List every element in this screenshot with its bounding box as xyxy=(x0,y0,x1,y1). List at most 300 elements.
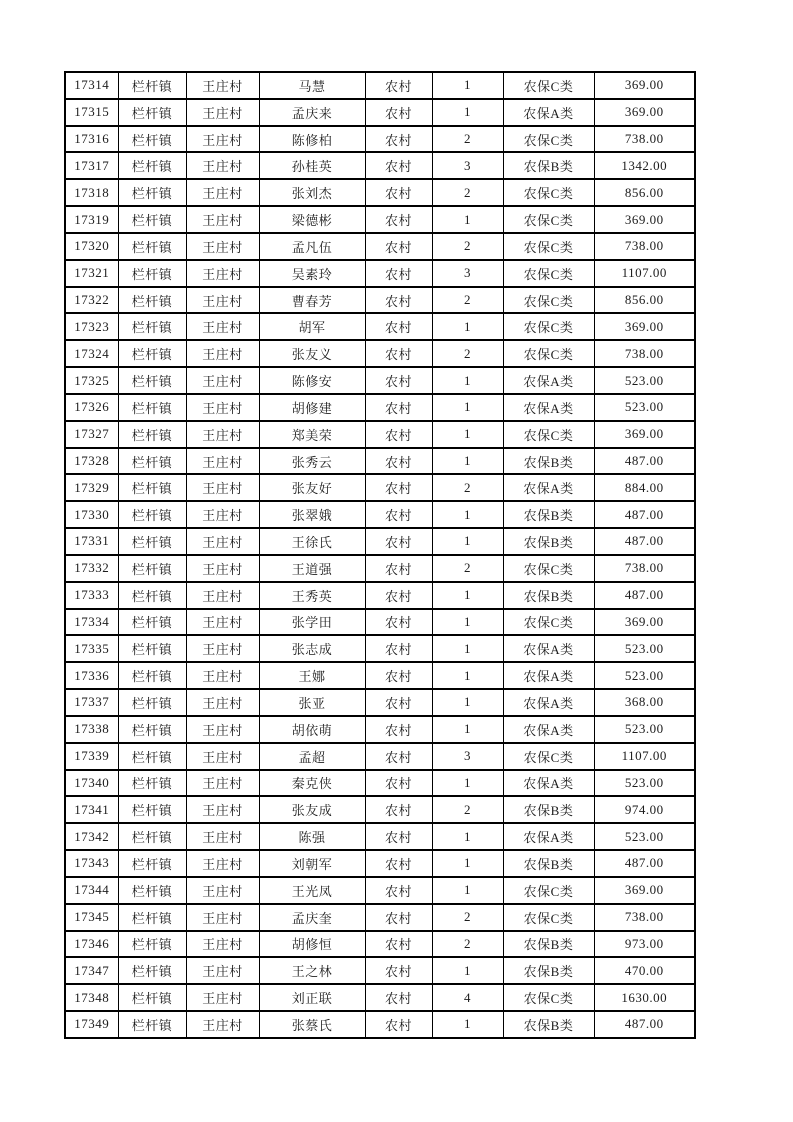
cell-village: 王庄村 xyxy=(186,716,259,743)
cell-village: 王庄村 xyxy=(186,1011,259,1038)
cell-person-name: 孙桂英 xyxy=(259,152,365,179)
cell-town: 栏杆镇 xyxy=(118,662,186,689)
cell-record-id: 17325 xyxy=(65,367,118,394)
cell-insurance-category: 农保A类 xyxy=(503,635,594,662)
cell-town: 栏杆镇 xyxy=(118,850,186,877)
cell-insurance-category: 农保B类 xyxy=(503,501,594,528)
cell-person-name: 张翠娥 xyxy=(259,501,365,528)
cell-town: 栏杆镇 xyxy=(118,796,186,823)
cell-person-name: 胡军 xyxy=(259,313,365,340)
cell-amount: 369.00 xyxy=(594,421,695,448)
cell-village: 王庄村 xyxy=(186,126,259,153)
cell-record-id: 17338 xyxy=(65,716,118,743)
cell-amount: 487.00 xyxy=(594,528,695,555)
cell-residence-type: 农村 xyxy=(365,662,432,689)
cell-insurance-category: 农保A类 xyxy=(503,367,594,394)
cell-amount: 974.00 xyxy=(594,796,695,823)
cell-person-count: 1 xyxy=(432,689,503,716)
cell-amount: 487.00 xyxy=(594,582,695,609)
cell-person-name: 刘正联 xyxy=(259,984,365,1011)
cell-record-id: 17331 xyxy=(65,528,118,555)
cell-insurance-category: 农保C类 xyxy=(503,743,594,770)
cell-record-id: 17333 xyxy=(65,582,118,609)
cell-person-name: 陈修柏 xyxy=(259,126,365,153)
cell-person-name: 曹春芳 xyxy=(259,287,365,314)
cell-person-count: 2 xyxy=(432,555,503,582)
cell-person-count: 1 xyxy=(432,957,503,984)
cell-residence-type: 农村 xyxy=(365,126,432,153)
cell-amount: 470.00 xyxy=(594,957,695,984)
cell-person-count: 4 xyxy=(432,984,503,1011)
cell-residence-type: 农村 xyxy=(365,635,432,662)
cell-residence-type: 农村 xyxy=(365,716,432,743)
cell-amount: 1342.00 xyxy=(594,152,695,179)
cell-residence-type: 农村 xyxy=(365,72,432,99)
cell-village: 王庄村 xyxy=(186,448,259,475)
cell-person-count: 3 xyxy=(432,260,503,287)
cell-record-id: 17315 xyxy=(65,99,118,126)
cell-person-name: 孟庆来 xyxy=(259,99,365,126)
cell-person-count: 1 xyxy=(432,716,503,743)
cell-residence-type: 农村 xyxy=(365,931,432,958)
cell-village: 王庄村 xyxy=(186,904,259,931)
cell-person-count: 3 xyxy=(432,152,503,179)
cell-residence-type: 农村 xyxy=(365,313,432,340)
cell-village: 王庄村 xyxy=(186,528,259,555)
table-row xyxy=(65,313,695,340)
table-row xyxy=(65,179,695,206)
table-row xyxy=(65,501,695,528)
table-row xyxy=(65,877,695,904)
cell-person-name: 张刘杰 xyxy=(259,179,365,206)
table-row xyxy=(65,582,695,609)
cell-record-id: 17348 xyxy=(65,984,118,1011)
cell-person-count: 2 xyxy=(432,931,503,958)
cell-person-name: 胡修恒 xyxy=(259,931,365,958)
table-row xyxy=(65,796,695,823)
cell-amount: 523.00 xyxy=(594,770,695,797)
table-row xyxy=(65,957,695,984)
cell-residence-type: 农村 xyxy=(365,743,432,770)
cell-record-id: 17334 xyxy=(65,609,118,636)
cell-town: 栏杆镇 xyxy=(118,582,186,609)
cell-person-name: 张志成 xyxy=(259,635,365,662)
table-row xyxy=(65,394,695,421)
cell-village: 王庄村 xyxy=(186,984,259,1011)
table-row xyxy=(65,689,695,716)
cell-person-count: 1 xyxy=(432,394,503,421)
cell-insurance-category: 农保C类 xyxy=(503,206,594,233)
cell-person-count: 2 xyxy=(432,126,503,153)
cell-residence-type: 农村 xyxy=(365,582,432,609)
cell-person-name: 张友义 xyxy=(259,340,365,367)
cell-town: 栏杆镇 xyxy=(118,474,186,501)
cell-person-name: 王娜 xyxy=(259,662,365,689)
cell-insurance-category: 农保A类 xyxy=(503,689,594,716)
cell-village: 王庄村 xyxy=(186,850,259,877)
cell-person-count: 1 xyxy=(432,850,503,877)
table-row xyxy=(65,206,695,233)
cell-amount: 368.00 xyxy=(594,689,695,716)
cell-record-id: 17321 xyxy=(65,260,118,287)
cell-person-name: 王之林 xyxy=(259,957,365,984)
cell-town: 栏杆镇 xyxy=(118,743,186,770)
cell-person-name: 郑美荣 xyxy=(259,421,365,448)
cell-residence-type: 农村 xyxy=(365,823,432,850)
cell-record-id: 17322 xyxy=(65,287,118,314)
cell-amount: 369.00 xyxy=(594,609,695,636)
cell-person-count: 1 xyxy=(432,421,503,448)
cell-amount: 884.00 xyxy=(594,474,695,501)
cell-residence-type: 农村 xyxy=(365,367,432,394)
cell-village: 王庄村 xyxy=(186,877,259,904)
cell-person-name: 胡修建 xyxy=(259,394,365,421)
cell-record-id: 17344 xyxy=(65,877,118,904)
cell-amount: 1630.00 xyxy=(594,984,695,1011)
cell-record-id: 17346 xyxy=(65,931,118,958)
cell-village: 王庄村 xyxy=(186,340,259,367)
cell-person-name: 孟庆奎 xyxy=(259,904,365,931)
cell-record-id: 17349 xyxy=(65,1011,118,1038)
cell-person-name: 张蔡氏 xyxy=(259,1011,365,1038)
cell-amount: 369.00 xyxy=(594,99,695,126)
cell-insurance-category: 农保C类 xyxy=(503,877,594,904)
cell-person-count: 2 xyxy=(432,340,503,367)
cell-residence-type: 农村 xyxy=(365,1011,432,1038)
cell-insurance-category: 农保B类 xyxy=(503,1011,594,1038)
cell-person-name: 张亚 xyxy=(259,689,365,716)
cell-village: 王庄村 xyxy=(186,179,259,206)
cell-amount: 738.00 xyxy=(594,555,695,582)
table-row xyxy=(65,528,695,555)
table-row xyxy=(65,555,695,582)
cell-residence-type: 农村 xyxy=(365,340,432,367)
cell-person-name: 张友好 xyxy=(259,474,365,501)
cell-village: 王庄村 xyxy=(186,99,259,126)
cell-record-id: 17343 xyxy=(65,850,118,877)
cell-insurance-category: 农保B类 xyxy=(503,582,594,609)
cell-insurance-category: 农保C类 xyxy=(503,260,594,287)
cell-village: 王庄村 xyxy=(186,501,259,528)
table-body xyxy=(65,72,695,1038)
cell-town: 栏杆镇 xyxy=(118,340,186,367)
cell-record-id: 17317 xyxy=(65,152,118,179)
table-row xyxy=(65,635,695,662)
benefit-roster-table xyxy=(64,71,696,1039)
cell-insurance-category: 农保C类 xyxy=(503,126,594,153)
cell-person-count: 1 xyxy=(432,635,503,662)
cell-amount: 487.00 xyxy=(594,1011,695,1038)
cell-amount: 523.00 xyxy=(594,716,695,743)
table-row xyxy=(65,823,695,850)
cell-amount: 738.00 xyxy=(594,126,695,153)
table-row xyxy=(65,421,695,448)
cell-town: 栏杆镇 xyxy=(118,716,186,743)
cell-person-name: 张友成 xyxy=(259,796,365,823)
cell-residence-type: 农村 xyxy=(365,689,432,716)
cell-town: 栏杆镇 xyxy=(118,99,186,126)
cell-town: 栏杆镇 xyxy=(118,528,186,555)
cell-town: 栏杆镇 xyxy=(118,72,186,99)
cell-village: 王庄村 xyxy=(186,689,259,716)
cell-residence-type: 农村 xyxy=(365,877,432,904)
cell-amount: 523.00 xyxy=(594,367,695,394)
cell-record-id: 17345 xyxy=(65,904,118,931)
cell-village: 王庄村 xyxy=(186,609,259,636)
cell-village: 王庄村 xyxy=(186,770,259,797)
cell-person-name: 刘朝军 xyxy=(259,850,365,877)
cell-town: 栏杆镇 xyxy=(118,823,186,850)
cell-record-id: 17336 xyxy=(65,662,118,689)
cell-person-count: 2 xyxy=(432,904,503,931)
cell-insurance-category: 农保B类 xyxy=(503,850,594,877)
table-row xyxy=(65,287,695,314)
cell-record-id: 17314 xyxy=(65,72,118,99)
cell-record-id: 17328 xyxy=(65,448,118,475)
cell-insurance-category: 农保C类 xyxy=(503,340,594,367)
cell-village: 王庄村 xyxy=(186,287,259,314)
cell-insurance-category: 农保C类 xyxy=(503,421,594,448)
cell-insurance-category: 农保B类 xyxy=(503,957,594,984)
cell-village: 王庄村 xyxy=(186,152,259,179)
cell-person-count: 2 xyxy=(432,474,503,501)
cell-amount: 369.00 xyxy=(594,313,695,340)
cell-insurance-category: 农保C类 xyxy=(503,984,594,1011)
table-row xyxy=(65,99,695,126)
cell-village: 王庄村 xyxy=(186,474,259,501)
cell-insurance-category: 农保B类 xyxy=(503,796,594,823)
cell-record-id: 17332 xyxy=(65,555,118,582)
cell-person-count: 3 xyxy=(432,743,503,770)
cell-town: 栏杆镇 xyxy=(118,609,186,636)
table-row xyxy=(65,260,695,287)
table-row xyxy=(65,984,695,1011)
cell-insurance-category: 农保C类 xyxy=(503,72,594,99)
cell-village: 王庄村 xyxy=(186,635,259,662)
cell-village: 王庄村 xyxy=(186,555,259,582)
cell-person-count: 1 xyxy=(432,662,503,689)
cell-person-count: 1 xyxy=(432,367,503,394)
cell-village: 王庄村 xyxy=(186,72,259,99)
cell-insurance-category: 农保A类 xyxy=(503,716,594,743)
cell-record-id: 17329 xyxy=(65,474,118,501)
table-row xyxy=(65,716,695,743)
table-row xyxy=(65,931,695,958)
table-row xyxy=(65,609,695,636)
cell-town: 栏杆镇 xyxy=(118,394,186,421)
cell-amount: 1107.00 xyxy=(594,260,695,287)
cell-insurance-category: 农保A类 xyxy=(503,394,594,421)
cell-insurance-category: 农保B类 xyxy=(503,931,594,958)
cell-insurance-category: 农保A类 xyxy=(503,662,594,689)
cell-village: 王庄村 xyxy=(186,394,259,421)
cell-person-count: 1 xyxy=(432,99,503,126)
cell-town: 栏杆镇 xyxy=(118,260,186,287)
cell-residence-type: 农村 xyxy=(365,179,432,206)
cell-person-name: 王光凤 xyxy=(259,877,365,904)
cell-person-count: 1 xyxy=(432,770,503,797)
cell-insurance-category: 农保C类 xyxy=(503,287,594,314)
cell-amount: 369.00 xyxy=(594,72,695,99)
cell-village: 王庄村 xyxy=(186,206,259,233)
cell-residence-type: 农村 xyxy=(365,501,432,528)
cell-person-name: 孟凡伍 xyxy=(259,233,365,260)
cell-insurance-category: 农保A类 xyxy=(503,99,594,126)
cell-residence-type: 农村 xyxy=(365,984,432,1011)
cell-insurance-category: 农保C类 xyxy=(503,609,594,636)
table-row xyxy=(65,448,695,475)
cell-person-name: 马慧 xyxy=(259,72,365,99)
cell-amount: 856.00 xyxy=(594,287,695,314)
cell-residence-type: 农村 xyxy=(365,770,432,797)
cell-record-id: 17341 xyxy=(65,796,118,823)
cell-amount: 973.00 xyxy=(594,931,695,958)
table-row xyxy=(65,152,695,179)
cell-amount: 487.00 xyxy=(594,448,695,475)
cell-record-id: 17335 xyxy=(65,635,118,662)
cell-amount: 523.00 xyxy=(594,635,695,662)
table-row xyxy=(65,1011,695,1038)
table-row xyxy=(65,904,695,931)
cell-town: 栏杆镇 xyxy=(118,367,186,394)
cell-record-id: 17319 xyxy=(65,206,118,233)
cell-amount: 738.00 xyxy=(594,340,695,367)
cell-town: 栏杆镇 xyxy=(118,1011,186,1038)
cell-village: 王庄村 xyxy=(186,367,259,394)
cell-person-count: 2 xyxy=(432,179,503,206)
cell-record-id: 17342 xyxy=(65,823,118,850)
cell-town: 栏杆镇 xyxy=(118,555,186,582)
cell-record-id: 17326 xyxy=(65,394,118,421)
table-row xyxy=(65,662,695,689)
cell-village: 王庄村 xyxy=(186,421,259,448)
table-row xyxy=(65,367,695,394)
cell-town: 栏杆镇 xyxy=(118,206,186,233)
cell-record-id: 17320 xyxy=(65,233,118,260)
cell-person-count: 1 xyxy=(432,877,503,904)
cell-person-name: 孟超 xyxy=(259,743,365,770)
cell-person-name: 梁德彬 xyxy=(259,206,365,233)
cell-residence-type: 农村 xyxy=(365,555,432,582)
table-row xyxy=(65,474,695,501)
table-row xyxy=(65,233,695,260)
cell-person-count: 1 xyxy=(432,313,503,340)
cell-insurance-category: 农保A类 xyxy=(503,474,594,501)
table-row xyxy=(65,340,695,367)
cell-record-id: 17318 xyxy=(65,179,118,206)
cell-residence-type: 农村 xyxy=(365,609,432,636)
cell-record-id: 17324 xyxy=(65,340,118,367)
table-row xyxy=(65,850,695,877)
cell-amount: 487.00 xyxy=(594,501,695,528)
cell-village: 王庄村 xyxy=(186,662,259,689)
cell-town: 栏杆镇 xyxy=(118,448,186,475)
cell-amount: 523.00 xyxy=(594,823,695,850)
cell-person-count: 1 xyxy=(432,528,503,555)
cell-amount: 487.00 xyxy=(594,850,695,877)
cell-town: 栏杆镇 xyxy=(118,313,186,340)
cell-town: 栏杆镇 xyxy=(118,126,186,153)
cell-person-count: 1 xyxy=(432,72,503,99)
cell-amount: 523.00 xyxy=(594,394,695,421)
cell-person-count: 2 xyxy=(432,233,503,260)
cell-record-id: 17340 xyxy=(65,770,118,797)
cell-residence-type: 农村 xyxy=(365,233,432,260)
table-row xyxy=(65,72,695,99)
cell-insurance-category: 农保C类 xyxy=(503,313,594,340)
cell-village: 王庄村 xyxy=(186,743,259,770)
cell-insurance-category: 农保A类 xyxy=(503,770,594,797)
cell-town: 栏杆镇 xyxy=(118,957,186,984)
cell-village: 王庄村 xyxy=(186,233,259,260)
cell-person-count: 1 xyxy=(432,823,503,850)
cell-village: 王庄村 xyxy=(186,823,259,850)
cell-person-count: 1 xyxy=(432,206,503,233)
cell-village: 王庄村 xyxy=(186,582,259,609)
cell-town: 栏杆镇 xyxy=(118,689,186,716)
cell-town: 栏杆镇 xyxy=(118,770,186,797)
cell-person-count: 2 xyxy=(432,796,503,823)
cell-village: 王庄村 xyxy=(186,260,259,287)
cell-amount: 369.00 xyxy=(594,877,695,904)
cell-amount: 856.00 xyxy=(594,179,695,206)
cell-village: 王庄村 xyxy=(186,313,259,340)
cell-town: 栏杆镇 xyxy=(118,421,186,448)
cell-person-count: 1 xyxy=(432,609,503,636)
cell-amount: 369.00 xyxy=(594,206,695,233)
cell-town: 栏杆镇 xyxy=(118,984,186,1011)
cell-person-name: 陈强 xyxy=(259,823,365,850)
table-row xyxy=(65,126,695,153)
cell-residence-type: 农村 xyxy=(365,796,432,823)
cell-residence-type: 农村 xyxy=(365,904,432,931)
cell-insurance-category: 农保B类 xyxy=(503,528,594,555)
cell-record-id: 17337 xyxy=(65,689,118,716)
table-row xyxy=(65,743,695,770)
cell-residence-type: 农村 xyxy=(365,528,432,555)
cell-amount: 1107.00 xyxy=(594,743,695,770)
cell-insurance-category: 农保B类 xyxy=(503,152,594,179)
cell-person-name: 吴素玲 xyxy=(259,260,365,287)
cell-village: 王庄村 xyxy=(186,931,259,958)
cell-insurance-category: 农保C类 xyxy=(503,555,594,582)
cell-residence-type: 农村 xyxy=(365,421,432,448)
cell-village: 王庄村 xyxy=(186,957,259,984)
cell-person-name: 秦克侠 xyxy=(259,770,365,797)
cell-residence-type: 农村 xyxy=(365,394,432,421)
cell-town: 栏杆镇 xyxy=(118,179,186,206)
cell-record-id: 17347 xyxy=(65,957,118,984)
cell-person-name: 胡依萌 xyxy=(259,716,365,743)
cell-person-count: 1 xyxy=(432,501,503,528)
cell-person-count: 2 xyxy=(432,287,503,314)
cell-person-count: 1 xyxy=(432,582,503,609)
cell-town: 栏杆镇 xyxy=(118,152,186,179)
cell-town: 栏杆镇 xyxy=(118,233,186,260)
cell-town: 栏杆镇 xyxy=(118,287,186,314)
cell-town: 栏杆镇 xyxy=(118,501,186,528)
cell-residence-type: 农村 xyxy=(365,206,432,233)
cell-insurance-category: 农保B类 xyxy=(503,448,594,475)
cell-residence-type: 农村 xyxy=(365,260,432,287)
cell-residence-type: 农村 xyxy=(365,152,432,179)
cell-person-name: 王道强 xyxy=(259,555,365,582)
cell-residence-type: 农村 xyxy=(365,850,432,877)
cell-residence-type: 农村 xyxy=(365,448,432,475)
cell-amount: 523.00 xyxy=(594,662,695,689)
cell-person-name: 张学田 xyxy=(259,609,365,636)
cell-town: 栏杆镇 xyxy=(118,877,186,904)
